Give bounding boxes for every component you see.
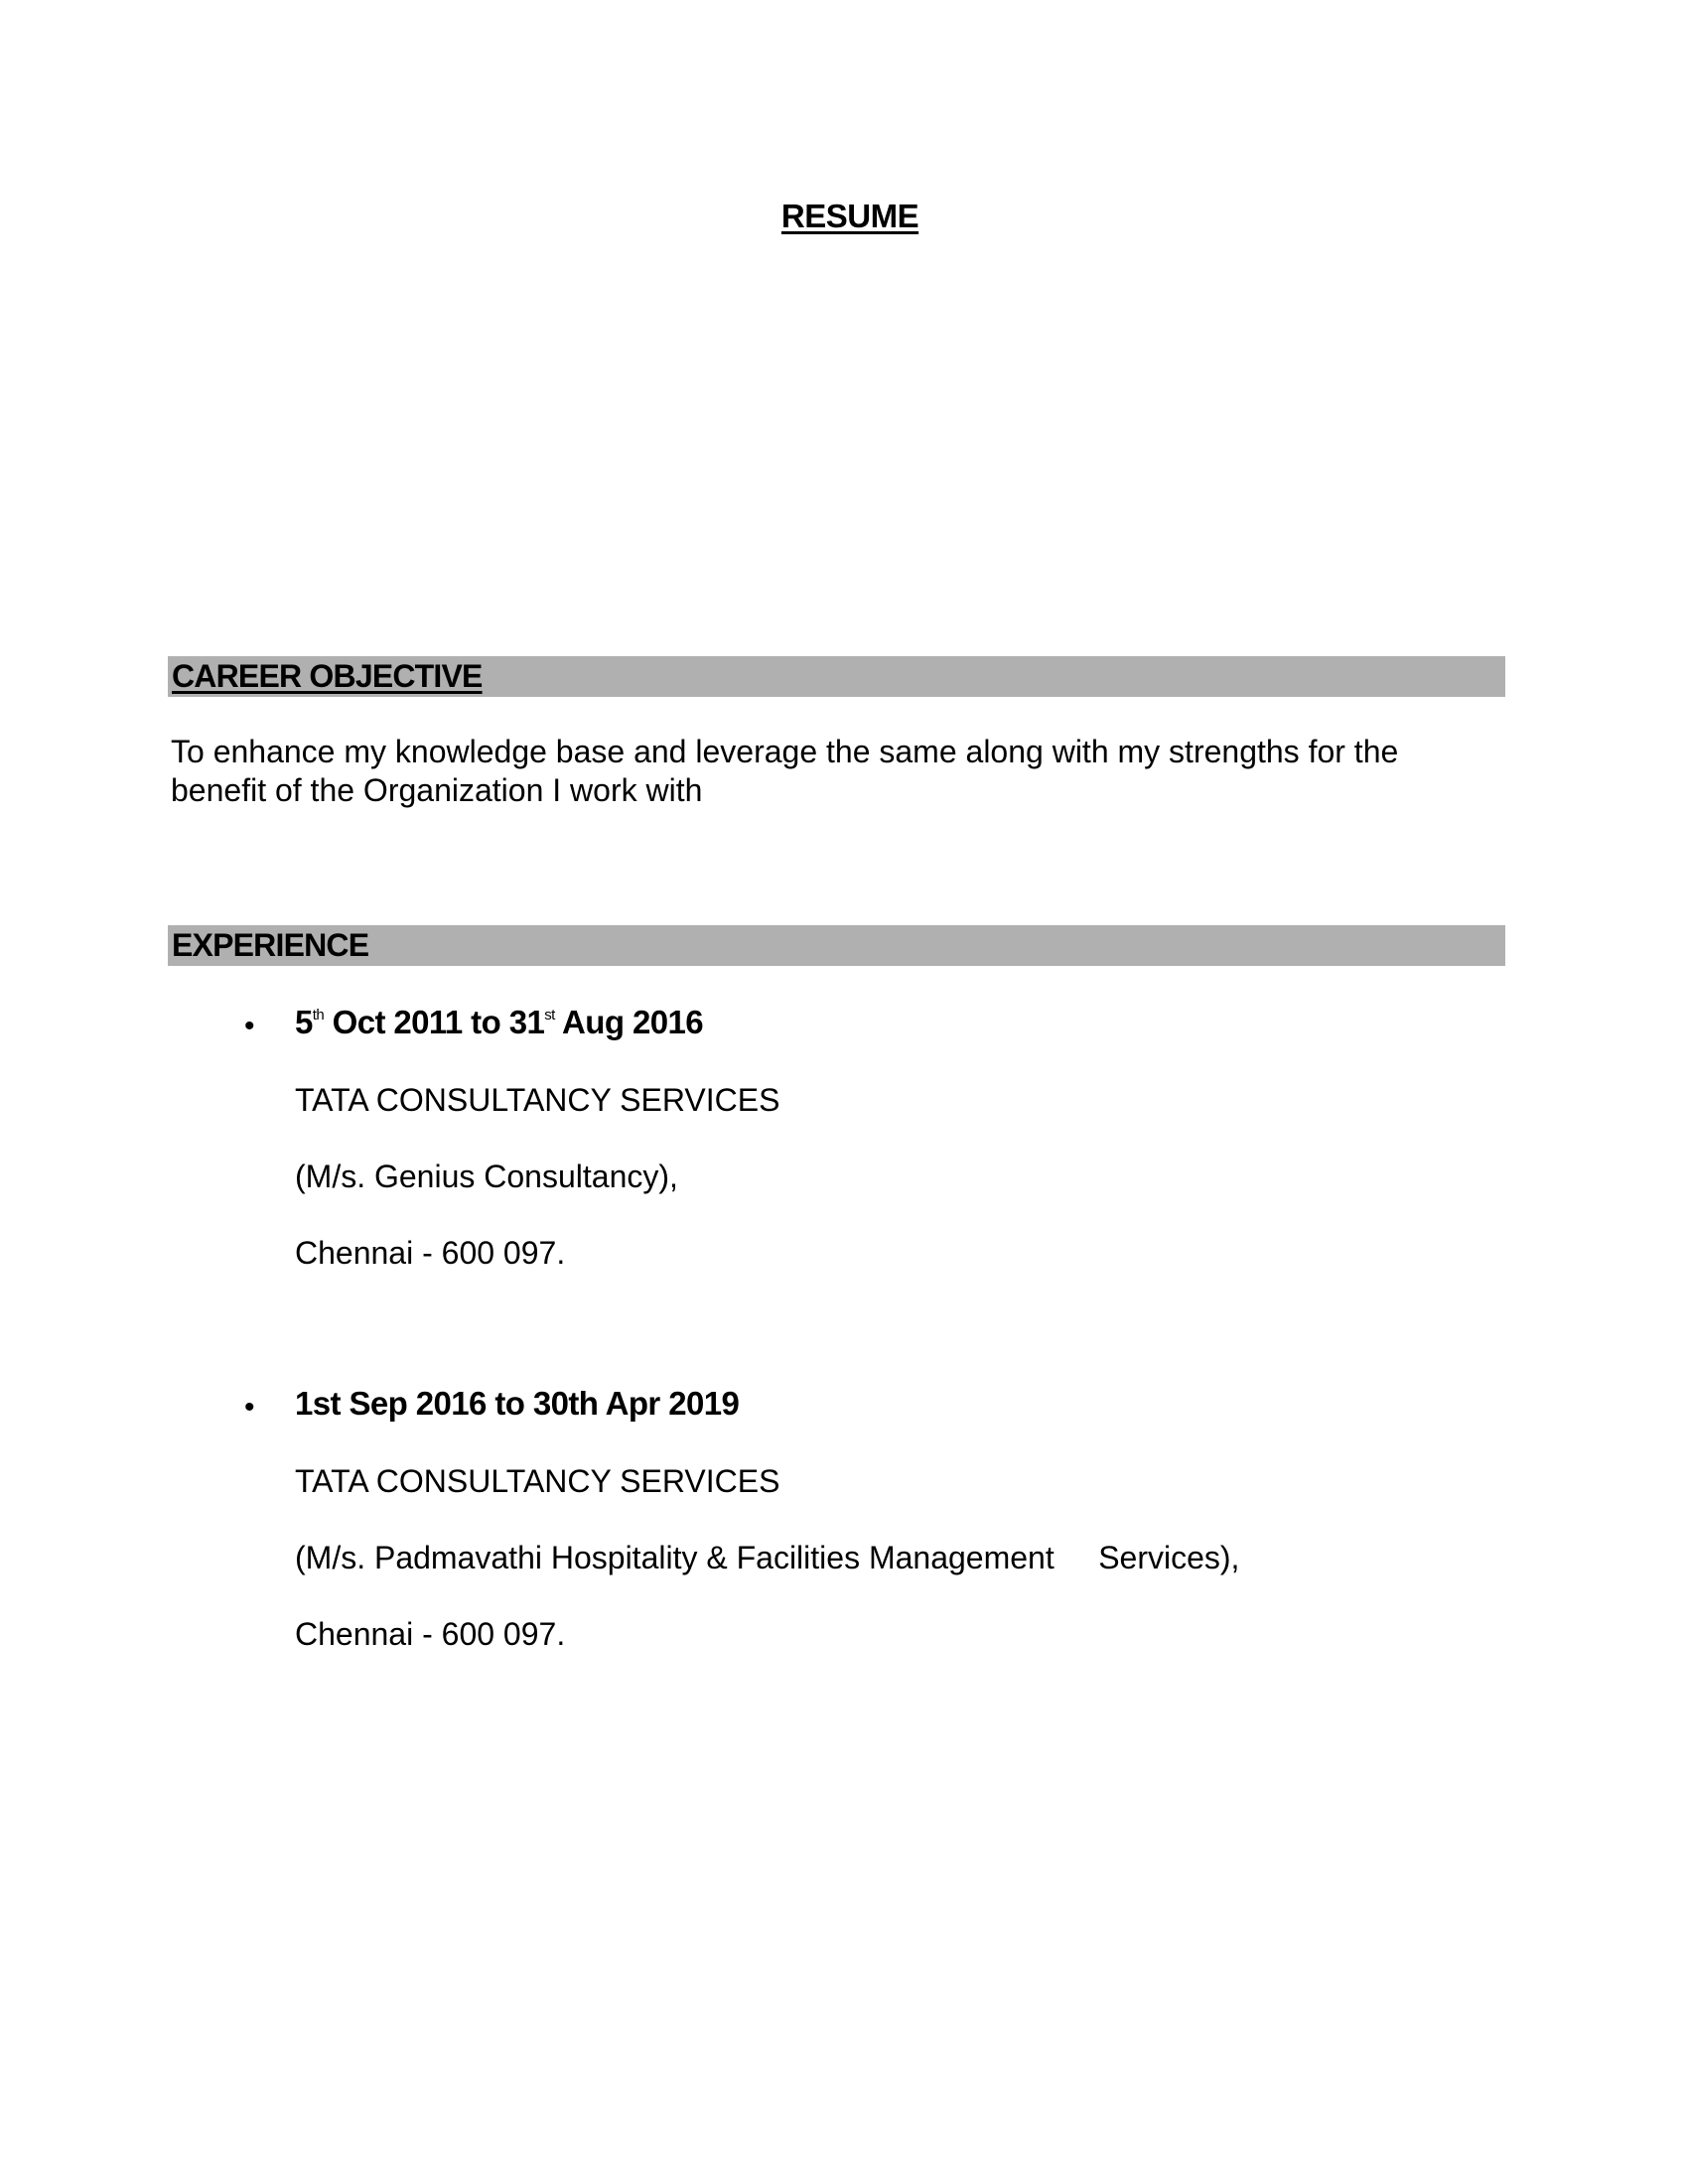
experience-heading: EXPERIENCE [172,927,369,963]
experience-agency: (M/s. Padmavathi Hospitality & Facilities Management Services), [295,1540,1240,1575]
career-objective-section-bar [168,656,1505,697]
date-start-day: 5 [295,1004,313,1040]
experience-section-bar [168,925,1505,966]
experience-agency: (M/s. Genius Consultancy), [295,1159,678,1194]
page-title: RESUME [780,198,919,234]
career-objective-heading: CAREER OBJECTIVE [172,658,483,694]
date-end-rest: Aug 2016 [554,1004,703,1040]
experience-date-range [295,1003,703,1042]
date-start-suffix: th [312,1007,325,1024]
experience-company: TATA CONSULTANCY SERVICES [295,1463,780,1499]
bullet-icon: • [244,1391,255,1424]
experience-date-range: 1st Sep 2016 to 30th Apr 2019 [295,1385,740,1422]
experience-location: Chennai - 600 097. [295,1616,566,1652]
date-start-rest: Oct 2011 to 31 [324,1004,545,1040]
experience-company: TATA CONSULTANCY SERVICES [295,1082,780,1118]
bullet-icon: • [244,1010,255,1042]
experience-location: Chennai - 600 097. [295,1235,566,1271]
career-objective-text: To enhance my knowledge base and leverage the same along with my strengths for the benefit of the Organization I work with [171,734,1399,808]
date-end-suffix: st [544,1007,555,1024]
